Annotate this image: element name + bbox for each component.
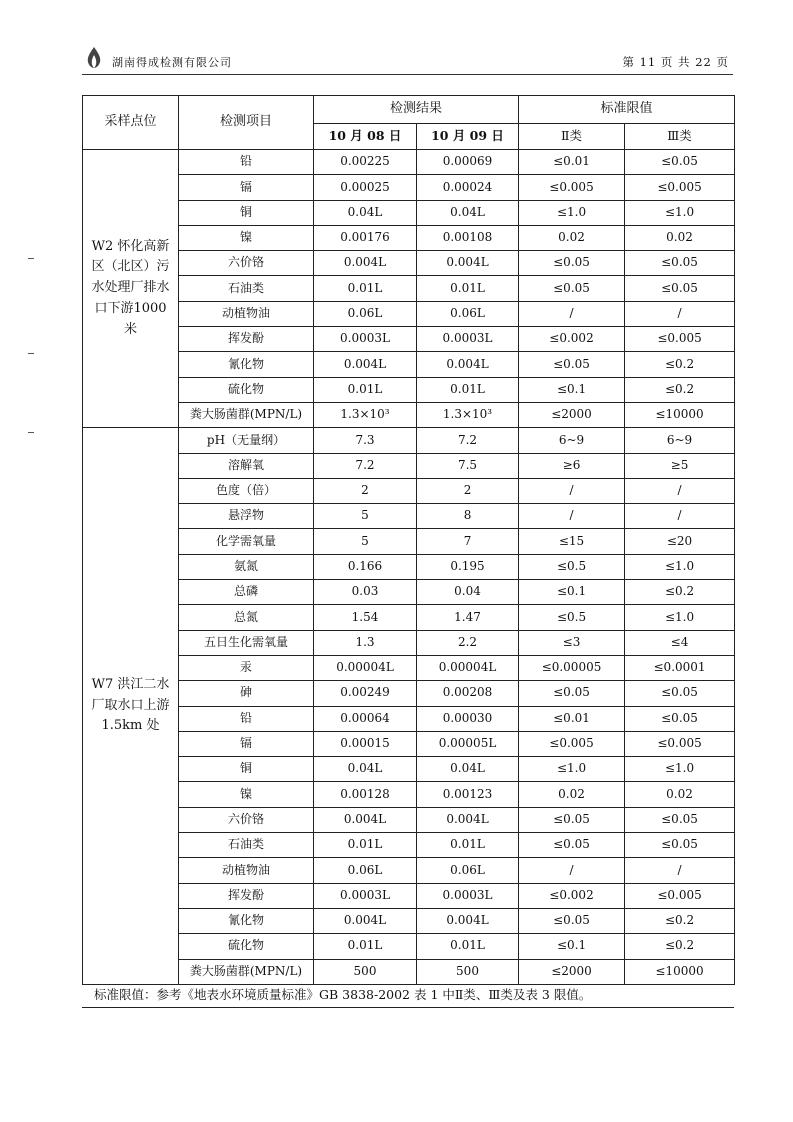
result-day1-cell: 0.004L xyxy=(314,352,417,377)
table-row xyxy=(83,327,735,352)
item-cell: 镍 xyxy=(179,225,314,250)
limit-class3-cell: 0.02 xyxy=(625,225,735,250)
limit-class3-cell: ≤0.2 xyxy=(625,580,735,605)
result-day2-cell: 0.004L xyxy=(417,352,519,377)
limit-class2-cell: ≤0.05 xyxy=(519,681,625,706)
item-cell: 氨氮 xyxy=(179,554,314,579)
item-cell: 六价铬 xyxy=(179,807,314,832)
limit-class2-cell: ≤0.05 xyxy=(519,833,625,858)
result-day1-cell: 500 xyxy=(314,959,417,984)
limit-class3-cell: ≤1.0 xyxy=(625,757,735,782)
table-row xyxy=(83,200,735,225)
result-day1-cell: 0.04L xyxy=(314,200,417,225)
result-day2-cell: 0.00108 xyxy=(417,225,519,250)
limit-class3-cell: ≤0.05 xyxy=(625,251,735,276)
table-row xyxy=(83,301,735,326)
item-cell: 氰化物 xyxy=(179,352,314,377)
result-day2-cell: 0.00004L xyxy=(417,655,519,680)
result-day2-cell: 7.2 xyxy=(417,428,519,453)
limit-class2-cell: ≤0.05 xyxy=(519,807,625,832)
result-day1-cell: 0.0003L xyxy=(314,327,417,352)
date1-header: 10 月 08 日 xyxy=(314,124,417,150)
result-day2-cell: 0.04L xyxy=(417,200,519,225)
item-cell: 总氮 xyxy=(179,605,314,630)
footnote-text: 参考《地表水环境质量标准》GB 3838-2002 表 1 中Ⅱ类、Ⅲ类及表 3 限值。 xyxy=(156,987,592,1002)
table-row xyxy=(83,908,735,933)
result-day2-cell: 0.01L xyxy=(417,934,519,959)
limit-class3-cell: / xyxy=(625,858,735,883)
class3-header: Ⅲ类 xyxy=(625,124,735,150)
limit-class2-cell: ≤0.00005 xyxy=(519,655,625,680)
result-day2-cell: 500 xyxy=(417,959,519,984)
table-row xyxy=(83,706,735,731)
table-row xyxy=(83,251,735,276)
result-day1-cell: 0.00025 xyxy=(314,175,417,200)
item-cell: 镉 xyxy=(179,731,314,756)
table-row xyxy=(83,731,735,756)
limit-class2-cell: ≤0.1 xyxy=(519,934,625,959)
item-cell: 总磷 xyxy=(179,580,314,605)
table-row xyxy=(83,782,735,807)
table-row xyxy=(83,605,735,630)
result-day1-cell: 0.166 xyxy=(314,554,417,579)
item-cell: 石油类 xyxy=(179,833,314,858)
limit-class2-cell: ≤0.01 xyxy=(519,150,625,175)
company-logo-icon xyxy=(82,46,106,70)
limit-class2-cell: / xyxy=(519,858,625,883)
table-row xyxy=(83,377,735,402)
margin-mark xyxy=(28,258,34,259)
margin-mark xyxy=(28,353,34,354)
limit-class2-cell: ≤0.05 xyxy=(519,251,625,276)
table-row xyxy=(83,175,735,200)
table-row xyxy=(83,478,735,503)
table-row xyxy=(83,225,735,250)
result-day1-cell: 0.01L xyxy=(314,833,417,858)
table-row xyxy=(83,833,735,858)
result-day2-cell: 0.00208 xyxy=(417,681,519,706)
margin-mark xyxy=(28,432,34,433)
limit-class3-cell: ≤0.005 xyxy=(625,731,735,756)
limit-class3-cell: ≤1.0 xyxy=(625,554,735,579)
result-day2-cell: 0.01L xyxy=(417,833,519,858)
result-day1-cell: 7.3 xyxy=(314,428,417,453)
limit-class3-cell: ≤0.2 xyxy=(625,377,735,402)
item-cell: 硫化物 xyxy=(179,934,314,959)
limit-class2-cell: ≤15 xyxy=(519,529,625,554)
result-day2-cell: 0.0003L xyxy=(417,327,519,352)
table-row xyxy=(83,757,735,782)
table-row xyxy=(83,529,735,554)
result-day1-cell: 0.01L xyxy=(314,276,417,301)
limit-class3-cell: / xyxy=(625,478,735,503)
result-day2-cell: 0.00123 xyxy=(417,782,519,807)
item-cell: 动植物油 xyxy=(179,858,314,883)
limit-class3-cell: ≤0.05 xyxy=(625,276,735,301)
result-day2-cell: 8 xyxy=(417,504,519,529)
limit-class3-cell: ≤0.005 xyxy=(625,327,735,352)
limit-class2-cell: / xyxy=(519,301,625,326)
result-day2-cell: 0.00005L xyxy=(417,731,519,756)
item-cell: 砷 xyxy=(179,681,314,706)
item-cell: 动植物油 xyxy=(179,301,314,326)
item-cell: 硫化物 xyxy=(179,377,314,402)
date2-header: 10 月 09 日 xyxy=(417,124,519,150)
col-site-header: 采样点位 xyxy=(83,96,179,150)
result-day1-cell: 0.01L xyxy=(314,377,417,402)
footnote-label: 标准限值： xyxy=(94,987,157,1002)
limit-class3-cell: ≤0.05 xyxy=(625,807,735,832)
limit-class2-cell: ≤0.5 xyxy=(519,554,625,579)
limit-class2-cell: ≤0.01 xyxy=(519,706,625,731)
result-day2-cell: 0.195 xyxy=(417,554,519,579)
limit-class2-cell: 6~9 xyxy=(519,428,625,453)
item-cell: 色度（倍） xyxy=(179,478,314,503)
limit-class2-cell: ≤1.0 xyxy=(519,757,625,782)
site-name: W7 洪江二水厂取水口上游 1.5km 处 xyxy=(91,676,170,734)
item-cell: 铜 xyxy=(179,757,314,782)
result-day2-cell: 0.06L xyxy=(417,301,519,326)
result-day1-cell: 5 xyxy=(314,504,417,529)
result-day1-cell: 0.004L xyxy=(314,908,417,933)
result-day2-cell: 7.5 xyxy=(417,453,519,478)
result-day2-cell: 2 xyxy=(417,478,519,503)
table-row xyxy=(83,934,735,959)
result-day1-cell: 0.00064 xyxy=(314,706,417,731)
result-day1-cell: 0.00176 xyxy=(314,225,417,250)
result-day1-cell: 2 xyxy=(314,478,417,503)
limit-class3-cell: ≤0.05 xyxy=(625,681,735,706)
item-cell: 铅 xyxy=(179,150,314,175)
result-day1-cell: 0.04L xyxy=(314,757,417,782)
company-name: 湖南得成检测有限公司 xyxy=(112,56,232,69)
limit-class3-cell: ≤0.2 xyxy=(625,934,735,959)
table-row xyxy=(83,276,735,301)
result-day1-cell: 0.0003L xyxy=(314,883,417,908)
table-row xyxy=(83,352,735,377)
limit-class3-cell: ≤0.2 xyxy=(625,908,735,933)
item-cell: 镉 xyxy=(179,175,314,200)
result-day2-cell: 1.47 xyxy=(417,605,519,630)
item-cell: 石油类 xyxy=(179,276,314,301)
limit-class2-cell: 0.02 xyxy=(519,225,625,250)
table-row xyxy=(83,655,735,680)
limit-class2-cell: ≤0.05 xyxy=(519,908,625,933)
limit-class2-cell: ≤1.0 xyxy=(519,200,625,225)
result-day2-cell: 0.0003L xyxy=(417,883,519,908)
result-day1-cell: 0.004L xyxy=(314,807,417,832)
result-day1-cell: 1.54 xyxy=(314,605,417,630)
result-day1-cell: 5 xyxy=(314,529,417,554)
results-table-body xyxy=(83,96,735,985)
limit-class2-cell: ≤3 xyxy=(519,630,625,655)
page-number: 第 11 页 共 22 页 xyxy=(622,55,729,69)
result-day2-cell: 0.004L xyxy=(417,908,519,933)
result-day2-cell: 1.3×10³ xyxy=(417,402,519,427)
result-day1-cell: 0.00225 xyxy=(314,150,417,175)
page-header xyxy=(82,44,733,75)
limit-class3-cell: ≤0.05 xyxy=(625,706,735,731)
table-row xyxy=(83,554,735,579)
item-cell: 铅 xyxy=(179,706,314,731)
results-table xyxy=(82,95,735,985)
result-day2-cell: 0.01L xyxy=(417,276,519,301)
table-row xyxy=(83,858,735,883)
item-cell: 镍 xyxy=(179,782,314,807)
limit-class2-cell: ≤0.002 xyxy=(519,327,625,352)
item-cell: 挥发酚 xyxy=(179,327,314,352)
result-day2-cell: 2.2 xyxy=(417,630,519,655)
result-day1-cell: 7.2 xyxy=(314,453,417,478)
table-row xyxy=(83,580,735,605)
table-row xyxy=(83,959,735,984)
limit-class3-cell: ≤1.0 xyxy=(625,605,735,630)
result-day2-cell: 0.04L xyxy=(417,757,519,782)
limit-class2-cell: ≤0.5 xyxy=(519,605,625,630)
result-day1-cell: 1.3 xyxy=(314,630,417,655)
limit-class3-cell: ≤0.2 xyxy=(625,352,735,377)
limit-class3-cell: ≤10000 xyxy=(625,402,735,427)
header-row-1 xyxy=(83,96,735,124)
limit-class3-cell: ≤10000 xyxy=(625,959,735,984)
col-results-header: 检测结果 xyxy=(314,96,519,124)
table-row xyxy=(83,428,735,453)
table-row xyxy=(83,883,735,908)
limit-class3-cell: ≤0.05 xyxy=(625,150,735,175)
item-cell: pH（无量纲） xyxy=(179,428,314,453)
result-day2-cell: 0.004L xyxy=(417,807,519,832)
result-day1-cell: 0.01L xyxy=(314,934,417,959)
limit-class3-cell: ≤4 xyxy=(625,630,735,655)
limit-class2-cell: ≥6 xyxy=(519,453,625,478)
limit-class2-cell: / xyxy=(519,478,625,503)
col-item-header: 检测项目 xyxy=(179,96,314,150)
item-cell: 粪大肠菌群(MPN/L) xyxy=(179,959,314,984)
limit-class3-cell: 6~9 xyxy=(625,428,735,453)
result-day2-cell: 0.00024 xyxy=(417,175,519,200)
item-cell: 悬浮物 xyxy=(179,504,314,529)
result-day1-cell: 0.03 xyxy=(314,580,417,605)
result-day1-cell: 0.00004L xyxy=(314,655,417,680)
limit-class3-cell: 0.02 xyxy=(625,782,735,807)
limit-class3-cell: ≤0.005 xyxy=(625,175,735,200)
limit-class3-cell: ≥5 xyxy=(625,453,735,478)
site-name: W2 怀化高新区（北区）污水处理厂排水口下游1000 米 xyxy=(91,238,170,337)
limit-class3-cell: ≤0.05 xyxy=(625,833,735,858)
table-row xyxy=(83,504,735,529)
result-day2-cell: 0.01L xyxy=(417,377,519,402)
result-day2-cell: 0.04 xyxy=(417,580,519,605)
limit-class3-cell: ≤0.0001 xyxy=(625,655,735,680)
limit-class3-cell: / xyxy=(625,301,735,326)
limit-class3-cell: / xyxy=(625,504,735,529)
footnote xyxy=(82,982,734,1008)
result-day1-cell: 0.06L xyxy=(314,301,417,326)
limit-class3-cell: ≤1.0 xyxy=(625,200,735,225)
item-cell: 铜 xyxy=(179,200,314,225)
item-cell: 挥发酚 xyxy=(179,883,314,908)
result-day1-cell: 1.3×10³ xyxy=(314,402,417,427)
table-row xyxy=(83,681,735,706)
limit-class2-cell: ≤0.005 xyxy=(519,175,625,200)
item-cell: 粪大肠菌群(MPN/L) xyxy=(179,402,314,427)
site-name-cell xyxy=(83,150,179,428)
result-day2-cell: 0.004L xyxy=(417,251,519,276)
result-day1-cell: 0.00128 xyxy=(314,782,417,807)
limit-class3-cell: ≤20 xyxy=(625,529,735,554)
limit-class2-cell: / xyxy=(519,504,625,529)
item-cell: 氰化物 xyxy=(179,908,314,933)
table-row xyxy=(83,630,735,655)
result-day2-cell: 0.00030 xyxy=(417,706,519,731)
result-day2-cell: 0.06L xyxy=(417,858,519,883)
limit-class2-cell: ≤2000 xyxy=(519,959,625,984)
limit-class2-cell: 0.02 xyxy=(519,782,625,807)
result-day2-cell: 7 xyxy=(417,529,519,554)
result-day1-cell: 0.06L xyxy=(314,858,417,883)
result-day2-cell: 0.00069 xyxy=(417,150,519,175)
item-cell: 六价铬 xyxy=(179,251,314,276)
limit-class2-cell: ≤0.005 xyxy=(519,731,625,756)
site-name-cell xyxy=(83,428,179,985)
result-day1-cell: 0.00249 xyxy=(314,681,417,706)
item-cell: 五日生化需氧量 xyxy=(179,630,314,655)
limit-class2-cell: ≤0.05 xyxy=(519,352,625,377)
col-limits-header: 标准限值 xyxy=(519,96,735,124)
table-row xyxy=(83,807,735,832)
limit-class2-cell: ≤0.05 xyxy=(519,276,625,301)
item-cell: 溶解氧 xyxy=(179,453,314,478)
result-day1-cell: 0.00015 xyxy=(314,731,417,756)
result-day1-cell: 0.004L xyxy=(314,251,417,276)
table-row xyxy=(83,402,735,427)
limit-class2-cell: ≤0.1 xyxy=(519,580,625,605)
table-row xyxy=(83,453,735,478)
limit-class3-cell: ≤0.005 xyxy=(625,883,735,908)
limit-class2-cell: ≤0.1 xyxy=(519,377,625,402)
class2-header: Ⅱ类 xyxy=(519,124,625,150)
item-cell: 汞 xyxy=(179,655,314,680)
limit-class2-cell: ≤2000 xyxy=(519,402,625,427)
table-row xyxy=(83,150,735,175)
item-cell: 化学需氧量 xyxy=(179,529,314,554)
limit-class2-cell: ≤0.002 xyxy=(519,883,625,908)
